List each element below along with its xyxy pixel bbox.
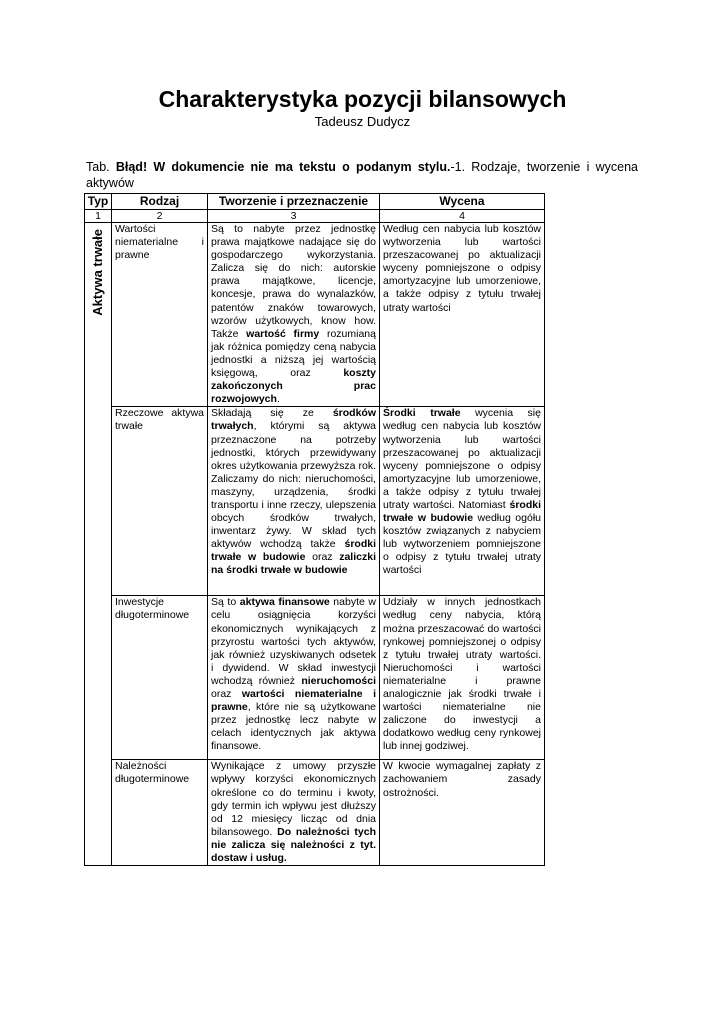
header-tworzenie: Tworzenie i przeznaczenie bbox=[208, 194, 380, 210]
header-rodzaj: Rodzaj bbox=[112, 194, 208, 210]
text-run: wycenia się według cen nabycia lub kosztów wytworzenia lub wartości przeszacowanej po aktualizacji wyceny pomniejszone o odpisy amortyzacyjne lub umorzeniowe, a także odpisy z tytułu trwałej utraty wartości. Natomiast bbox=[383, 407, 541, 511]
rodzaj-cell: Wartości niematerialne i prawne bbox=[112, 223, 208, 407]
table-row bbox=[85, 223, 545, 407]
text-run: według ogółu kosztów związanych z nabyciem lub wytworzeniem pomniejszone o odpisy z tytułu trwałej utraty wartości bbox=[383, 512, 541, 577]
caption-suffix: -1. Rodzaje, tworzenie i wycena aktywów bbox=[86, 160, 638, 190]
text-run: Są to nabyte przez jednostkę prawa majątkowe nadające się do gospodarczego wykorzystania. Zalicza się do nich: autorskie prawa majątkowe, licencje, koncesje, prawa do wynalazków, patentów znaków towarowych, wzorów użytkowych, know how. Także bbox=[211, 223, 376, 340]
text-run: , które nie są użytkowane przez jednostkę lecz nabyte w celach identycznych jak aktywa finansowe. bbox=[211, 701, 376, 753]
wycena-cell bbox=[380, 223, 545, 407]
table-header-row bbox=[85, 194, 545, 210]
rodzaj-cell: Inwestycje długoterminowe bbox=[112, 596, 208, 760]
wycena-cell bbox=[380, 407, 545, 596]
bold-text-run: Do należności tych nie zalicza się należności z tyt. dostaw i usług. bbox=[211, 825, 376, 864]
rodzaj-cell: Rzeczowe aktywa trwałe bbox=[112, 407, 208, 596]
text-run: oraz bbox=[211, 687, 242, 700]
bold-text-run: środki trwałe w budowie bbox=[211, 538, 376, 564]
text-run: Wynikające z umowy przyszłe wpływy korzyści ekonomicznych określone co do terminu i kwoty, gdy termin ich wpływu jest dłuższy od 12 miesięcy licząc od dnia bilansowego. bbox=[211, 760, 376, 838]
text-run: nabyte w celu osiągnięcia korzyści ekonomicznych wynikających z przyrostu wartości tych aktywów, jak również uzyskiwanych odsetek i dywidend. W skład inwestycji wchodzą również bbox=[211, 596, 376, 687]
text-run: Są to bbox=[211, 596, 240, 609]
table-caption bbox=[86, 159, 638, 191]
bold-text-run: aktywa finansowe bbox=[239, 596, 330, 609]
bold-text-run: wartości niematerialne i prawne bbox=[211, 687, 376, 714]
text-run: oraz bbox=[305, 551, 340, 564]
caption-prefix: Tab. bbox=[86, 160, 116, 174]
document-author: Tadeusz Dudycz bbox=[314, 114, 411, 129]
text-run: . bbox=[276, 393, 280, 406]
wycena-cell bbox=[380, 596, 545, 760]
table-row bbox=[85, 760, 545, 866]
text-run: rozumianą jak różnica pomiędzy ceną nabycia jednostki a niższą jej wartością księgową, oraz bbox=[211, 327, 376, 380]
table-row bbox=[85, 596, 545, 760]
text-run: Według cen nabycia lub kosztów wytworzenia lub wartości przeszacowanej po aktualizacji wyceny pomniejszone o odpisy amortyzacyjne lub umorzeniowe, a także odpisy z tytułu trwałej utraty wartości bbox=[383, 223, 541, 314]
table-row bbox=[85, 407, 545, 596]
bold-text-run: koszty zakończonych prac rozwojowych bbox=[211, 367, 376, 406]
caption-error-text: Błąd! W dokumencie nie ma tekstu o podanym stylu. bbox=[115, 160, 451, 174]
bold-text-run: zaliczki na środki trwałe w budowie bbox=[211, 551, 376, 577]
column-number: 1 bbox=[85, 210, 112, 223]
group-label: Aktywa trwałe bbox=[90, 229, 106, 316]
table-number-row bbox=[85, 210, 545, 223]
header-typ: Typ bbox=[85, 194, 112, 210]
bold-text-run: Środki trwałe bbox=[383, 407, 461, 420]
tworzenie-cell bbox=[208, 223, 380, 407]
text-run: Udziały w innych jednostkach według ceny nabycia, którą można przeszacować do wartości rynkowej pomniejszonej o odpisy z tytułu trwałej utraty wartości. Nieruchomości i wartości niematerialne i prawne analogicznie jak środki trwałe i wartości niematerialne nie zaliczone do inwestycji a dodatkowo według ceny rynkowej lub innej godziwej. bbox=[383, 596, 541, 753]
column-number: 3 bbox=[208, 210, 380, 223]
tworzenie-cell bbox=[208, 596, 380, 760]
bold-text-run: wartość firmy bbox=[246, 327, 320, 340]
wycena-cell bbox=[380, 760, 545, 866]
tworzenie-cell bbox=[208, 407, 380, 596]
text-run: , którymi są aktywa przeznaczone na potrzeby jednostki, których przewidywany okres użytkowania przewyższa rok. Zaliczamy do nich: nieruchomości, maszyny, urządzenia, środki transportu i inne rzeczy, ulepszenia obcych środków trwałych, inwentarz żywy. W skład tych aktywów wchodzą także bbox=[211, 420, 376, 551]
header-wycena: Wycena bbox=[380, 194, 545, 210]
column-number: 4 bbox=[380, 210, 545, 223]
group-label-cell bbox=[85, 223, 112, 866]
text-run: Składają się ze bbox=[211, 407, 333, 420]
column-number: 2 bbox=[112, 210, 208, 223]
bold-text-run: środki trwałe w budowie bbox=[383, 498, 541, 525]
bold-text-run: nieruchomości bbox=[301, 674, 376, 687]
bold-text-run: środków trwałych bbox=[211, 407, 376, 433]
tworzenie-cell bbox=[208, 760, 380, 866]
document-title: Charakterystyka pozycji bilansowych bbox=[158, 86, 567, 112]
text-run: W kwocie wymagalnej zapłaty z zachowaniem zasady ostrożności. bbox=[383, 760, 541, 799]
rodzaj-cell: Należności długoterminowe bbox=[112, 760, 208, 866]
assets-table bbox=[84, 193, 545, 866]
